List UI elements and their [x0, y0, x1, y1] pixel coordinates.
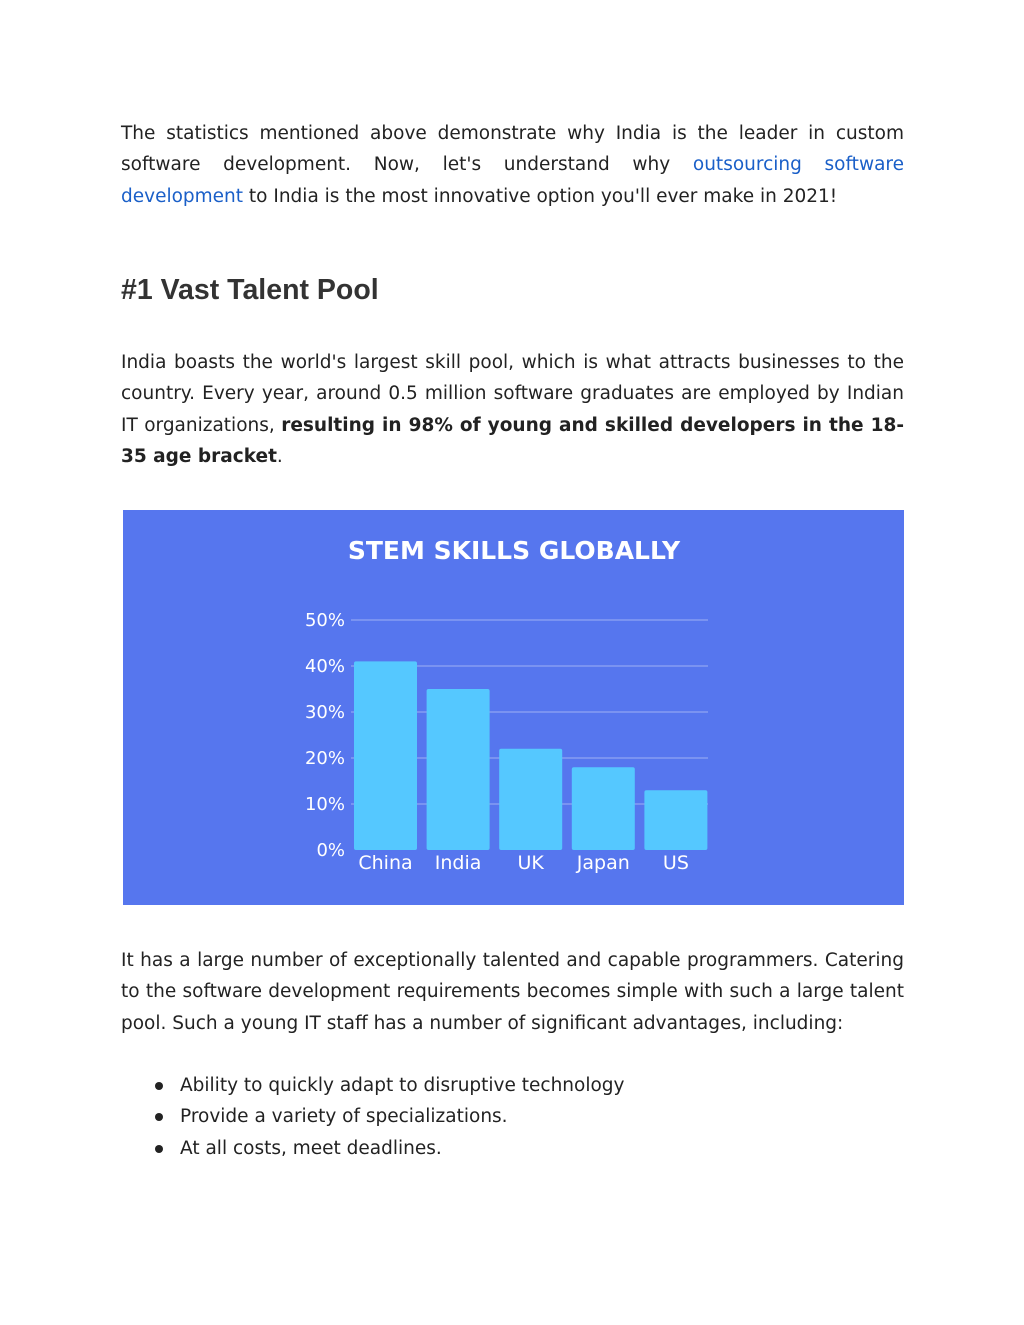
chart-svg — [123, 510, 904, 905]
bullet-dot-icon — [155, 1082, 163, 1090]
y-tick-label: 40% — [304, 656, 345, 677]
bullet-dot-icon — [155, 1145, 163, 1153]
advantages-list — [121, 1070, 904, 1164]
y-tick-label: 10% — [304, 794, 345, 815]
x-tick-label: China — [358, 852, 413, 874]
advantage-text: Ability to quickly adapt to disruptive technology — [180, 1075, 625, 1096]
x-tick-label: Japan — [576, 852, 630, 874]
chart-bar-china — [354, 661, 417, 850]
x-tick-label: US — [662, 852, 689, 874]
advantage-item — [121, 1133, 904, 1164]
advantage-item — [121, 1070, 904, 1101]
chart-bar-uk — [499, 749, 562, 850]
intro-paragraph — [121, 118, 904, 212]
y-tick-label: 50% — [304, 610, 345, 631]
intro-text-start: The statistics mentioned above demonstrate why India is the leader in custom software development. Now, let's understand why — [121, 123, 904, 176]
advantage-item — [121, 1101, 904, 1132]
x-tick-label: India — [434, 852, 482, 874]
advantage-text: At all costs, meet deadlines. — [180, 1137, 442, 1159]
chart-bar-us — [644, 790, 707, 850]
chart-title: STEM SKILLS GLOBALLY — [347, 536, 681, 565]
chart-bar-india — [427, 689, 490, 850]
stem-skills-chart — [123, 510, 904, 905]
chart-bar-japan — [572, 767, 635, 850]
y-tick-label: 0% — [316, 840, 345, 861]
y-tick-label: 20% — [304, 748, 345, 769]
talent-text-end: . — [276, 445, 283, 467]
talent-highlight: resulting in 98% of young and skilled developers in the 18-35 age bracket — [121, 414, 904, 467]
talent-text: India boasts the world's largest skill pool, which is what attracts businesses to the country. Every year, around 0.5 million software graduates are employed by Indian IT organizations, — [121, 352, 904, 436]
capabilities-paragraph: It has a large number of exceptionally talented and capable programmers. Catering to the software development requirements becomes simple with such a large talent pool. Such a young IT staff has a number of significant advantages, including: — [121, 950, 904, 1034]
advantage-text: Provide a variety of specializations. — [180, 1106, 508, 1128]
outsourcing-link[interactable]: outsourcing software development — [121, 154, 904, 207]
bullet-dot-icon — [155, 1113, 163, 1121]
y-tick-label: 30% — [304, 702, 345, 723]
intro-text-end: to India is the most innovative option you'll ever make in 2021! — [243, 185, 838, 207]
x-tick-label: UK — [517, 852, 544, 874]
section-heading: #1 Vast Talent Pool — [121, 274, 379, 306]
talent-paragraph — [121, 347, 904, 472]
